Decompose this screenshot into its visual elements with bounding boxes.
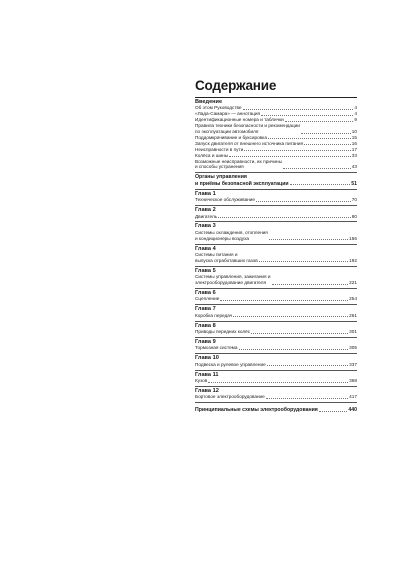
toc-entry-page: 192 <box>349 257 357 263</box>
toc-entry-text: Системы питания и выпуска отработавших газов <box>195 252 258 263</box>
toc-entry-text: Правила техники безопасности и рекомендации по эксплуатации автомобиля <box>195 123 300 135</box>
toc-entry-page: 16 <box>351 140 357 146</box>
toc-entry[interactable] <box>195 329 357 335</box>
toc-entry-text: Поддомкрачивание и буксировка <box>195 134 267 140</box>
toc-entry[interactable] <box>195 197 357 203</box>
leader-dots <box>269 239 348 240</box>
toc-entry-text: Принципиальные схемы электрооборудования <box>195 407 318 414</box>
chapter-heading: Глава 5 <box>195 267 216 274</box>
leader-dots <box>272 284 349 285</box>
chapter-heading: Глава 7 <box>195 306 216 313</box>
toc-entry-text: Колёса и шины <box>195 152 229 158</box>
toc-entry-page: 15 <box>351 134 357 140</box>
leader-dots <box>251 333 348 334</box>
chapters-list <box>195 190 357 403</box>
wiring-section <box>195 403 357 413</box>
toc-entry-wiring[interactable] <box>195 407 357 413</box>
toc-entry[interactable] <box>195 274 357 286</box>
intro-entries <box>195 105 357 170</box>
toc-entry-text: Идентификационные номера и таблички <box>195 117 284 123</box>
toc-entry-page: 43 <box>351 164 357 170</box>
leader-dots <box>218 217 351 218</box>
toc-entry-page: 33 <box>351 152 357 158</box>
chapter-heading: Глава 3 <box>195 223 216 230</box>
toc-entry[interactable] <box>195 394 357 400</box>
toc-entry-text: Бортовое электрооборудование <box>195 394 265 400</box>
toc-entry-page: 4 <box>354 105 357 111</box>
leader-dots <box>283 168 351 169</box>
leader-dots <box>233 316 348 317</box>
page-title: Содержание <box>195 78 357 98</box>
toc-entry-page: 51 <box>351 180 357 187</box>
chapter-section <box>195 245 357 267</box>
leader-dots <box>239 349 349 350</box>
leader-dots <box>256 201 351 202</box>
leader-dots <box>319 411 348 412</box>
chapter-section <box>195 206 357 222</box>
toc-entry[interactable] <box>195 123 357 135</box>
toc-entry-page: 70 <box>351 197 357 203</box>
leader-dots <box>285 121 354 122</box>
leader-dots <box>290 184 351 185</box>
toc-entry-page: 417 <box>349 394 357 400</box>
toc-entry-page: 4 <box>354 111 357 117</box>
chapter-heading: Глава 8 <box>195 322 216 329</box>
chapter-heading: Глава 4 <box>195 245 216 252</box>
chapter-section <box>195 371 357 387</box>
leader-dots <box>259 261 348 262</box>
toc-entry-text: Запуск двигателя от внешнего источника питания <box>195 140 304 146</box>
chapter-section <box>195 338 357 354</box>
chapter-section <box>195 354 357 370</box>
toc-entry[interactable] <box>195 345 357 351</box>
toc-entry-text: Приводы передних колёс <box>195 329 251 335</box>
chapter-heading: Глава 2 <box>195 207 216 214</box>
leader-dots <box>304 144 351 145</box>
toc-entry-page: 440 <box>348 407 357 414</box>
chapter-heading: Глава 6 <box>195 290 216 297</box>
toc-entry-text: Системы охлаждения, отопления и кондиционеры воздуха <box>195 229 268 241</box>
chapter-section <box>195 267 357 289</box>
chapter-section <box>195 190 357 206</box>
toc-entry-text: «Лада-Самара» — аннотация <box>195 111 261 117</box>
toc-entry[interactable] <box>195 378 357 384</box>
chapter-heading: Глава 12 <box>195 387 219 394</box>
toc-entry[interactable] <box>195 296 357 302</box>
leader-dots <box>267 365 348 366</box>
toc-entry-page: 337 <box>349 361 357 367</box>
toc-entry-page: 261 <box>349 312 357 318</box>
table-of-contents <box>195 78 357 413</box>
leader-dots <box>208 382 348 383</box>
leader-dots <box>301 133 351 134</box>
toc-entry-text: Сцепление <box>195 296 220 302</box>
toc-entry-page: 368 <box>349 378 357 384</box>
leader-dots <box>220 300 348 301</box>
toc-entry-page: 10 <box>351 129 357 135</box>
toc-entry-text: Техническое обслуживание <box>195 197 255 203</box>
chapter-section <box>195 289 357 305</box>
toc-entry-text: Двигатель <box>195 213 218 219</box>
toc-entry-text: Об этом Руководстве <box>195 105 242 111</box>
leader-dots <box>266 398 348 399</box>
toc-entry-page: 305 <box>349 345 357 351</box>
toc-entry-text: Системы управления, зажигания и электрооборудование двигателя <box>195 274 271 286</box>
chapter-section <box>195 222 357 244</box>
toc-entry[interactable] <box>195 230 357 242</box>
chapter-section <box>195 305 357 321</box>
leader-dots <box>229 156 351 157</box>
chapter-heading: Глава 10 <box>195 355 219 362</box>
section-heading: Введение <box>195 99 223 105</box>
leader-dots <box>244 150 351 151</box>
leader-dots <box>243 109 354 110</box>
toc-entry[interactable] <box>195 313 357 319</box>
toc-entry-page: 301 <box>349 329 357 335</box>
leader-dots <box>268 138 351 139</box>
toc-entry-page: 156 <box>349 235 357 241</box>
toc-entry-text: Возможные неисправности, их причины и способы устранения <box>195 158 282 170</box>
chapter-heading: Глава 11 <box>195 371 219 378</box>
toc-entry[interactable] <box>195 159 357 171</box>
toc-entry-text: Тормозная система <box>195 345 238 351</box>
toc-entry-text: Кузов <box>195 378 208 384</box>
chapter-heading: Глава 9 <box>195 339 216 345</box>
toc-entry[interactable] <box>195 214 357 220</box>
toc-entry-page: 9 <box>354 117 357 123</box>
toc-entry-controls[interactable] <box>195 174 357 186</box>
toc-entry-page: 254 <box>349 296 357 302</box>
chapter-section <box>195 322 357 338</box>
toc-entry[interactable] <box>195 252 357 264</box>
toc-entry-text: Коробка передач <box>195 312 233 318</box>
toc-entry-text: Подвеска и рулевое управление <box>195 361 266 367</box>
toc-entry-page: 17 <box>351 146 357 152</box>
toc-entry[interactable] <box>195 362 357 368</box>
chapter-section <box>195 387 357 403</box>
leader-dots <box>261 115 353 116</box>
toc-entry-page: 80 <box>351 213 357 219</box>
intro-section <box>195 98 357 173</box>
toc-entry-page: 221 <box>349 280 357 286</box>
toc-entry-text: Неисправности в пути <box>195 146 244 152</box>
chapter-heading: Глава 1 <box>195 190 216 197</box>
controls-section <box>195 173 357 189</box>
toc-entry-text: Органы управления и приёмы безопасной эксплуатации <box>195 174 289 187</box>
